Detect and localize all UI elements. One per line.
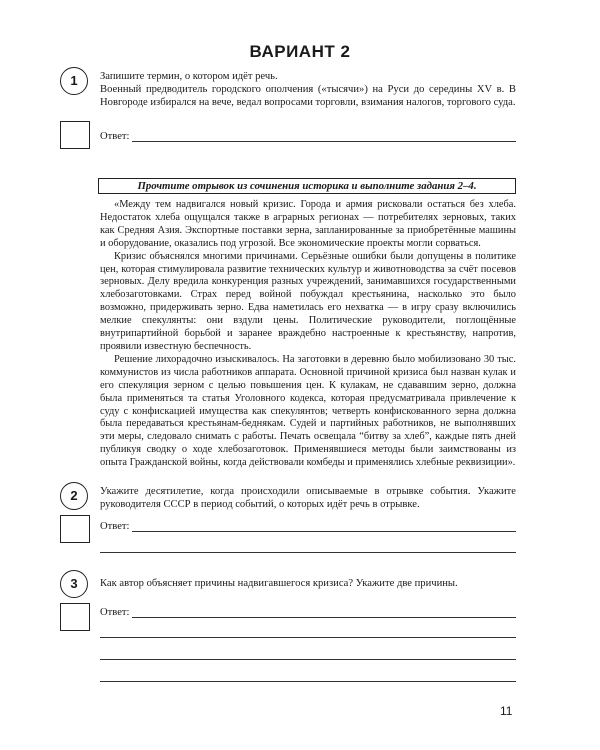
question-3-text: Как автор объясняет причины надвигавшегося кризиса? Укажите две причины.	[100, 578, 458, 589]
question-1-answer-line[interactable]	[100, 141, 516, 142]
question-1-answer-box[interactable]	[60, 121, 90, 149]
question-1-text	[100, 70, 516, 109]
question-3-answer-line[interactable]	[100, 617, 516, 618]
excerpt-header: Прочтите отрывок из сочинения историка и выполните задания 2–4.	[98, 178, 516, 194]
question-2-answer-label: Ответ:	[100, 521, 130, 532]
question-3-number: 3	[60, 570, 88, 598]
question-3-answer-box[interactable]	[60, 603, 90, 631]
excerpt-paragraph-2: Кризис объяснялся многими причинами. Серьёзные ошибки были допущены в политике цен, которая стимулировала развитие технических культур и животноводства за счёт посевов зерновых. Делу вредила конкуренция разных учреждений, занимавшихся государственными хлебозаготовками. Страх перед войной побуждал крестьянина, насколько это было возможно, придерживать зерно. Едва наметилась его нехватка — в игру сразу включились мелкие спекулянты: они вздули цены. Политические руководители, поглощённые внутрипартийной борьбой и заранее враждебно настроенные к крестьянству, напротив, проявили известную беспечность.	[100, 250, 516, 352]
question-2-answer-line[interactable]	[100, 531, 516, 532]
question-1-number: 1	[60, 67, 88, 95]
question-3-answer-line-2[interactable]	[100, 637, 516, 638]
question-3-answer-line-3[interactable]	[100, 659, 516, 660]
question-1-description: Военный предводитель городского ополчения («тысячи») на Руси до середины XV в. В Новгороде избирался на вече, ведал вопросами торговли, взимания налогов, торгового суда.	[100, 84, 516, 108]
excerpt-text	[100, 199, 516, 470]
excerpt-paragraph-3: Решение лихорадочно изыскивалось. На заготовки в деревню было мобилизовано 30 тыс. коммунистов из числа работников аппарата. Основной причиной кризиса был назван кулак и его спекуляция зерном с целью повышения цен. К кулакам, не сдававшим зерно, должна была применяться та статья Уголовного кодекса, которая предусматривала привлечение к суду с конфискацией имущества как спекулянтов; четверть конфискованного зерна должна была передаваться крестьянам-беднякам. Судей и партийных работников, не выполнявших эти меры, следовало снимать с работы. Печать освещала “битву за хлеб”, каждые пять дней публикуя сводку о ходе хлебозаготовок. Применявшиеся методы были заимствованы из опыта Гражданской войны, когда действовали комбеды и применялись хлебные реквизиции».	[100, 353, 516, 469]
page-number: 11	[500, 704, 513, 718]
question-3-answer-line-4[interactable]	[100, 681, 516, 682]
question-2-text: Укажите десятилетие, когда происходили описываемые в отрывке события. Укажите руководителя СССР в период событий, о которых идёт речь в отрывке.	[100, 486, 516, 510]
question-2-answer-row[interactable]	[100, 520, 516, 534]
question-1-instruction: Запишите термин, о котором идёт речь.	[100, 71, 278, 82]
question-2-answer-line-2[interactable]	[100, 552, 516, 553]
question-3-answer-label: Ответ:	[100, 607, 130, 618]
question-1-answer-label: Ответ:	[100, 131, 130, 142]
question-2-answer-box[interactable]	[60, 515, 90, 543]
question-2-number: 2	[60, 482, 88, 510]
question-1-answer-row[interactable]	[100, 130, 516, 144]
question-3-answer-row[interactable]	[100, 606, 516, 620]
excerpt-paragraph-1: «Между тем надвигался новый кризис. Города и армия рисковали остаться без хлеба. Недостаток хлеба ощущался также в аграрных регионах — потребителях зерновых, таких как Средняя Азия. Экспортные поставки зерна, запланированные за приобретённые машины и оборудование, оказались под угрозой. Все экономические проекты могли сорваться.	[100, 199, 516, 249]
page-title: ВАРИАНТ 2	[249, 42, 351, 61]
